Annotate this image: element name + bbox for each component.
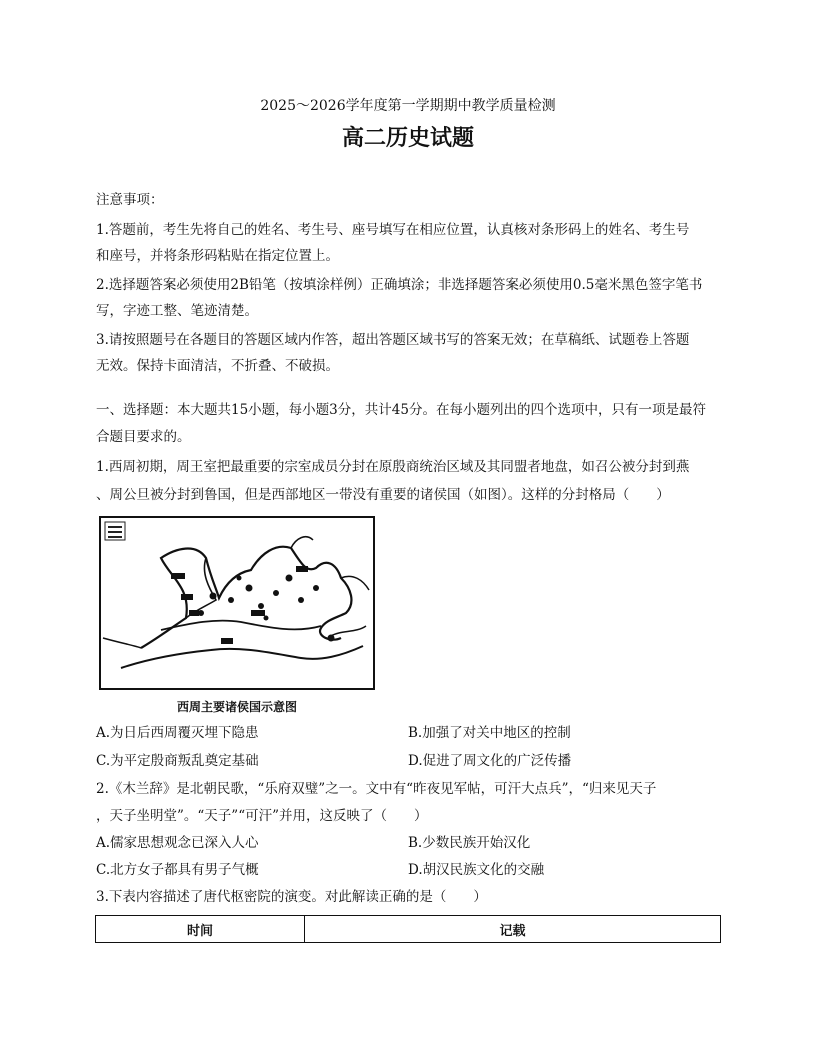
question-3-stem: 3.下表内容描述了唐代枢密院的演变。对此解读正确的是（ ） [96,889,487,905]
map-label-block [296,566,308,572]
western-zhou-map [99,516,375,690]
map-image [101,518,373,688]
map-city-dot [273,590,279,596]
question-1-stem: 1.西周初期，周王室把最重要的宗室成员分封在原殷商统治区域及其同盟者地盘，如召公被分封到燕 [96,459,690,475]
question-2-option-c: C.北方女子都具有男子气概 [96,862,259,878]
map-city-dot [313,585,319,591]
map-label-block [171,573,185,579]
question-1-option-a: A.为日后西周覆灭埋下隐患 [96,725,259,741]
table-header-record: 记载 [305,916,721,943]
notes-line: 写，字迹工整、笔迹清楚。 [96,303,258,319]
notes-heading: 注意事项： [96,192,164,208]
exam-subtitle: 2025～2026学年度第一学期期中教学质量检测 [260,98,556,114]
section-heading: 合题目要求的。 [96,429,191,445]
question-1-option-c: C.为平定殷商叛乱奠定基础 [96,753,259,769]
map-river [161,621,321,630]
table-header-row [96,916,721,943]
map-city-dot [264,616,269,621]
map-city-dot [228,597,234,603]
map-city-dot [237,576,242,581]
map-river [121,646,363,668]
exam-title: 高二历史试题 [341,125,474,151]
map-label-block [251,610,265,616]
question-3-table [95,915,721,943]
map-city-dot [246,585,253,592]
map-river [291,537,313,548]
map-city-dot [210,593,217,600]
map-river [186,558,216,618]
map-river [103,638,141,648]
notes-line: 和座号，并将条形码粘贴在指定位置上。 [96,248,339,264]
question-2-option-b: B.少数民族开始汉化 [408,835,531,851]
table-header-time: 时间 [96,916,305,943]
map-river [141,547,351,648]
section-heading: 一、选择题：本大题共15小题，每小题3分，共计45分。在每小题列出的四个选项中，只有一项是最符 [96,402,706,418]
map-coast [331,626,366,636]
map-city-dot [298,597,304,603]
question-1-stem: 、周公旦被分封到鲁国，但是西部地区一带没有重要的诸侯国（如图）。这样的分封格局（ ） [96,487,670,503]
notes-line: 2.选择题答案必须使用2B铅笔（按填涂样例）正确填涂；非选择题答案必须使用0.5毫米黑色签字笔书 [96,277,703,293]
notes-line: 1.答题前，考生先将自己的姓名、考生号、座号填写在相应位置，认真核对条形码上的姓名、考生号 [96,222,690,238]
question-2-stem: 2.《木兰辞》是北朝民歌，“乐府双璧”之一。文中有“昨夜见军帖，可汗大点兵”，“归来见天子 [96,781,657,797]
notes-line: 3.请按照题号在各题目的答题区域内作答，超出答题区域书写的答案无效；在草稿纸、试题卷上答题 [96,332,690,348]
map-caption: 西周主要诸侯国示意图 [176,700,297,714]
map-label-block [189,610,199,616]
question-2-option-d: D.胡汉民族文化的交融 [408,862,545,878]
question-1-option-d: D.促进了周文化的广泛传播 [408,753,572,769]
question-2-option-a: A.儒家思想观念已深入人心 [96,835,259,851]
notes-line: 无效。保持卡面清洁，不折叠、不破损。 [96,358,339,374]
map-city-dot [328,635,335,642]
map-city-dot [258,603,264,609]
question-1-option-b: B.加强了对关中地区的控制 [408,725,571,741]
map-label-block [181,594,193,600]
question-2-stem: ，天子坐明堂”。“天子”“可汗”并用，这反映了（ ） [96,808,428,824]
map-city-dot [286,575,293,582]
map-label-block [221,638,233,644]
